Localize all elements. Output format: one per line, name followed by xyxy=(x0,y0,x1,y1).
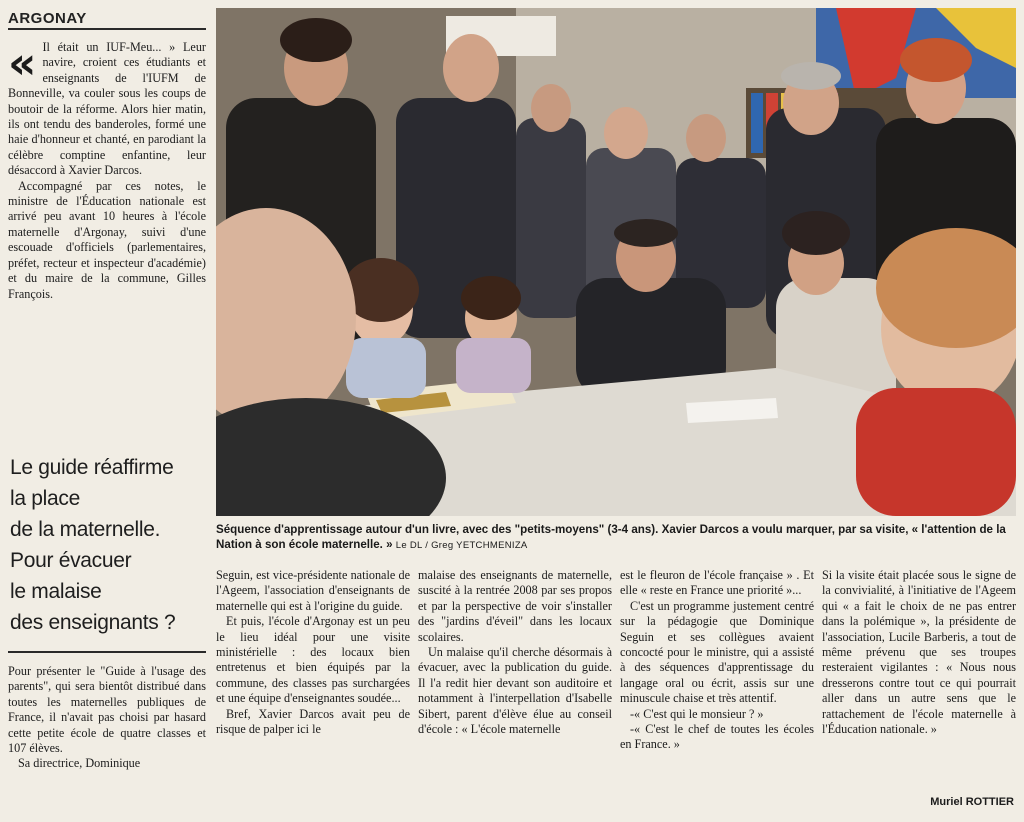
intro-paragraph-text: Il était un IUF-Meu... » Leur navire, croient ces étudiants et enseignants de l'IUFM de Bonneville, va couler sous les coups de boutoir de la réforme. Alors hier matin, ils ont tendu des banderoles, formé une haie d'honneur et chanté, en parodiant la célèbre comptine enfantine, leur désaccord à Xavier Darcos. xyxy=(8,40,206,178)
pullquote-line: Le guide réaffirme xyxy=(10,456,174,479)
bottom-left-column xyxy=(8,664,206,772)
pullquote-line: Pour évacuer xyxy=(10,549,132,572)
photo-caption xyxy=(216,522,1016,553)
section-header xyxy=(8,8,206,30)
article-paragraph: Sa directrice, Dominique xyxy=(18,756,141,771)
article-paragraph: -« C'est le chef de toutes les écoles en France. » xyxy=(620,722,814,752)
pullquote-line: de la maternelle. xyxy=(10,518,161,541)
article-column-2 xyxy=(418,568,612,737)
caption-text: Séquence d'apprentissage autour d'un livre, avec des "petits-moyens" (3-4 ans). Xavier Darcos a voulu marquer, par sa visite, « l'attention de la Nation à son école maternelle. » xyxy=(216,523,1006,551)
intro-column xyxy=(8,40,206,302)
intro-paragraph: Accompagné par ces notes, le ministre de l'Éducation nationale est arrivé peu avant 10 heures à l'école maternelle d'Argonay, suivi d'une escouade d'officiels (parlementaires, préfet, recteur et inspecteur d'académie) et du maire de la commune, Gilles François. xyxy=(8,178,206,301)
article-column-4 xyxy=(822,568,1016,737)
section-title: ARGONAY xyxy=(8,10,87,27)
article-paragraph: Pour présenter le "Guide à l'usage des parents", qui sera bientôt distribué dans toutes les maternelles publiques de France, il n'avait pas choisi par hasard cette petite école de quatre classes et 107 élèves. xyxy=(8,664,206,756)
article-paragraph: C'est un programme justement centré sur la pédagogie que Dominique Seguin et ses collègues avaient concocté pour le ministre, qui a assisté à des séquences d'apprentissage du langage oral ou écrit, assis sur une minuscule chaise et très attentif. xyxy=(620,598,814,706)
article-column-3 xyxy=(620,568,814,753)
article-photo xyxy=(216,8,1016,516)
intro-paragraph xyxy=(8,40,206,179)
pullquote xyxy=(10,452,206,638)
classroom-photo-illustration xyxy=(216,8,1016,516)
article-column-1 xyxy=(216,568,410,737)
article-paragraph: Et puis, l'école d'Argonay est un peu le lieu idéal pour une visite ministérielle : des locaux bien entretenus et bien équipés par la commune, des classes pas surchargées et une équipe d'enseignantes soudée... xyxy=(216,614,410,706)
pullquote-line: le malaise xyxy=(10,580,102,603)
photo-credit: Le DL / Greg YETCHMENIZA xyxy=(395,540,528,551)
column-divider xyxy=(8,651,206,653)
pullquote-line: des enseignants ? xyxy=(10,611,176,634)
pullquote-line: la place xyxy=(10,487,80,510)
article-paragraph: -« C'est qui le monsieur ? » xyxy=(630,706,764,721)
quote-mark: « xyxy=(8,38,37,89)
article-paragraph: est le fleuron de l'école française » . Et elle « reste en France une priorité »... xyxy=(620,568,814,598)
article-paragraph: Bref, Xavier Darcos avait peu de risque de palper ici le xyxy=(216,706,410,737)
author-signature: Muriel ROTTIER xyxy=(930,796,1014,808)
article-paragraph: malaise des enseignants de maternelle, suscité à la rentrée 2008 par ses propos et par la perspective de voir s'installer des "jardins d'éveil" dans les locaux scolaires. xyxy=(418,568,612,644)
article-paragraph: Si la visite était placée sous le signe de la convivialité, à l'initiative de l'Ageem qui « a fait le choix de ne pas entrer dans la polémique », la présidente de l'association, Lucile Barberis, a tout de même prévenu que ses troupes resteraient vigilantes : « Nous nous dresserons contre tout ce qui pourrait aller dans un autre sens que le rattachement de l'école maternelle à l'Éducation nationale. » xyxy=(822,568,1016,737)
article-paragraph: Un malaise qu'il cherche désormais à évacuer, avec la publication du guide. Il l'a redit hier devant son auditoire et notamment à l'interpellation d'Isabelle Sibert, parent d'élève élue au conseil d'école : « L'école maternelle xyxy=(418,645,612,737)
article-paragraph: Seguin, est vice-présidente nationale de l'Ageem, l'association d'enseignants de maternelle qui est à l'origine du guide. xyxy=(216,568,410,613)
